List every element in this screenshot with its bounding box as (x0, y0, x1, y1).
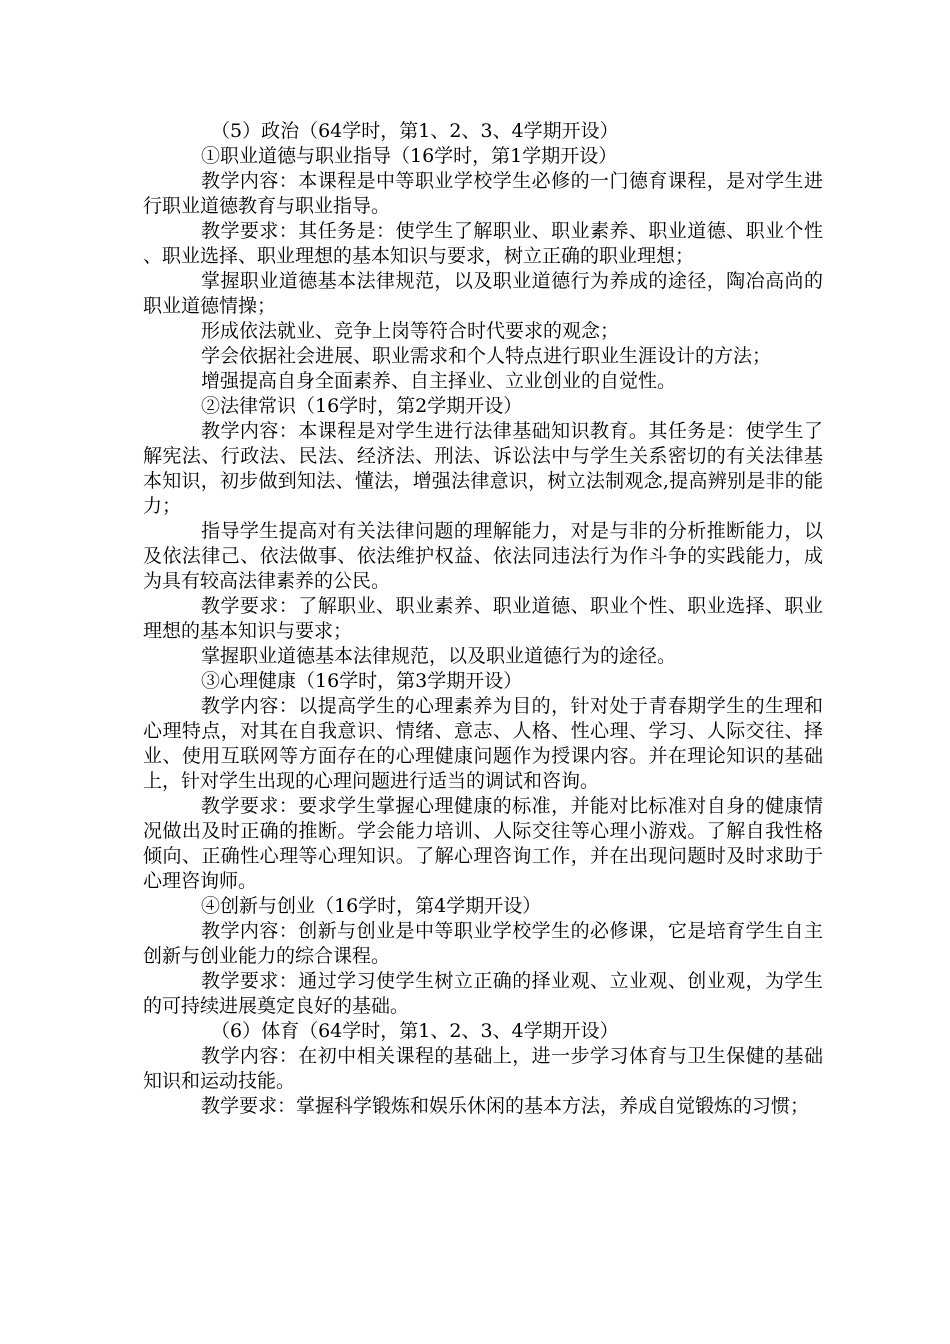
paragraph-requirement-item: 掌握职业道德基本法律规范，以及职业道德行为的途径。 (201, 645, 677, 667)
document-page (143, 119, 823, 1119)
paragraph-content-mental-health: 教学内容：以提高学生的心理素养为目的，针对处于青春期学生的生理和心理特点，对其在自我意识、情绪、意志、人格、性心理、学习、人际交往、择业、使用互联网等方面存在的心理健康问题作为授课内容。并在理论知识的基础上，针对学生出现的心理问题进行适当的调试和咨询。 (143, 695, 823, 792)
paragraph-requirement-item: 掌握职业道德基本法律规范，以及职业道德行为养成的途径，陶冶高尚的职业道德情操； (143, 270, 823, 317)
paragraph-content-law: 教学内容：本课程是对学生进行法律基础知识教育。其任务是：使学生了解宪法、行政法、民法、经济法、刑法、诉讼法中与学生关系密切的有关法律基本知识，初步做到知法、懂法，增强法律意识，树立法制观念,提高辨别是非的能力； (143, 420, 823, 517)
section-heading-pe: （6）体育（64学时，第1、2、3、4学期开设） (211, 1020, 619, 1042)
subsection-heading-mental-health: ③心理健康（16学时，第3学期开设） (201, 670, 523, 692)
paragraph-content-career-ethics: 教学内容：本课程是中等职业学校学生必修的一门德育课程，是对学生进行职业道德教育与职业指导。 (143, 170, 823, 217)
paragraph-requirement-item: 增强提高自身全面素养、自主择业、立业创业的自觉性。 (201, 370, 677, 392)
paragraph-requirements-law: 教学要求：了解职业、职业素养、职业道德、职业个性、职业选择、职业理想的基本知识与要求； (143, 595, 823, 642)
subsection-heading-law: ②法律常识（16学时，第2学期开设） (201, 395, 523, 417)
paragraph-requirements-career-ethics: 教学要求：其任务是：使学生了解职业、职业素养、职业道德、职业个性、职业选择、职业理想的基本知识与要求，树立正确的职业理想； (143, 220, 823, 267)
paragraph-requirements-mental-health: 教学要求：要求学生掌握心理健康的标准，并能对比标准对自身的健康情况做出及时正确的推断。学会能力培训、人际交往等心理小游戏。了解自我性格倾向、正确性心理等心理知识。了解心理咨询工作，并在出现问题时及时求助于心理咨询师。 (143, 795, 823, 892)
paragraph-content-pe: 教学内容：在初中相关课程的基础上，进一步学习体育与卫生保健的基础知识和运动技能。 (143, 1045, 823, 1092)
paragraph-content-innovation: 教学内容：创新与创业是中等职业学校学生的必修课，它是培育学生自主创新与创业能力的综合课程。 (143, 920, 823, 967)
subsection-heading-innovation: ④创新与创业（16学时，第4学期开设） (201, 895, 542, 917)
section-heading-politics: （5）政治（64学时，第1、2、3、4学期开设） (211, 120, 619, 142)
subsection-heading-career-ethics: ①职业道德与职业指导（16学时，第1学期开设） (201, 145, 618, 167)
paragraph-content-law-continued: 指导学生提高对有关法律问题的理解能力，对是与非的分析推断能力，以及依法律己、依法做事、依法维护权益、依法同违法行为作斗争的实践能力，成为具有较高法律素养的公民。 (143, 520, 823, 592)
paragraph-requirements-pe: 教学要求：掌握科学锻炼和娱乐休闲的基本方法，养成自觉锻炼的习惯； (201, 1095, 810, 1117)
paragraph-requirements-innovation: 教学要求：通过学习使学生树立正确的择业观、立业观、创业观，为学生的可持续进展奠定良好的基础。 (143, 970, 823, 1017)
paragraph-requirement-item: 形成依法就业、竞争上岗等符合时代要求的观念； (201, 320, 620, 342)
paragraph-requirement-item: 学会依据社会进展、职业需求和个人特点进行职业生涯设计的方法； (201, 345, 772, 367)
